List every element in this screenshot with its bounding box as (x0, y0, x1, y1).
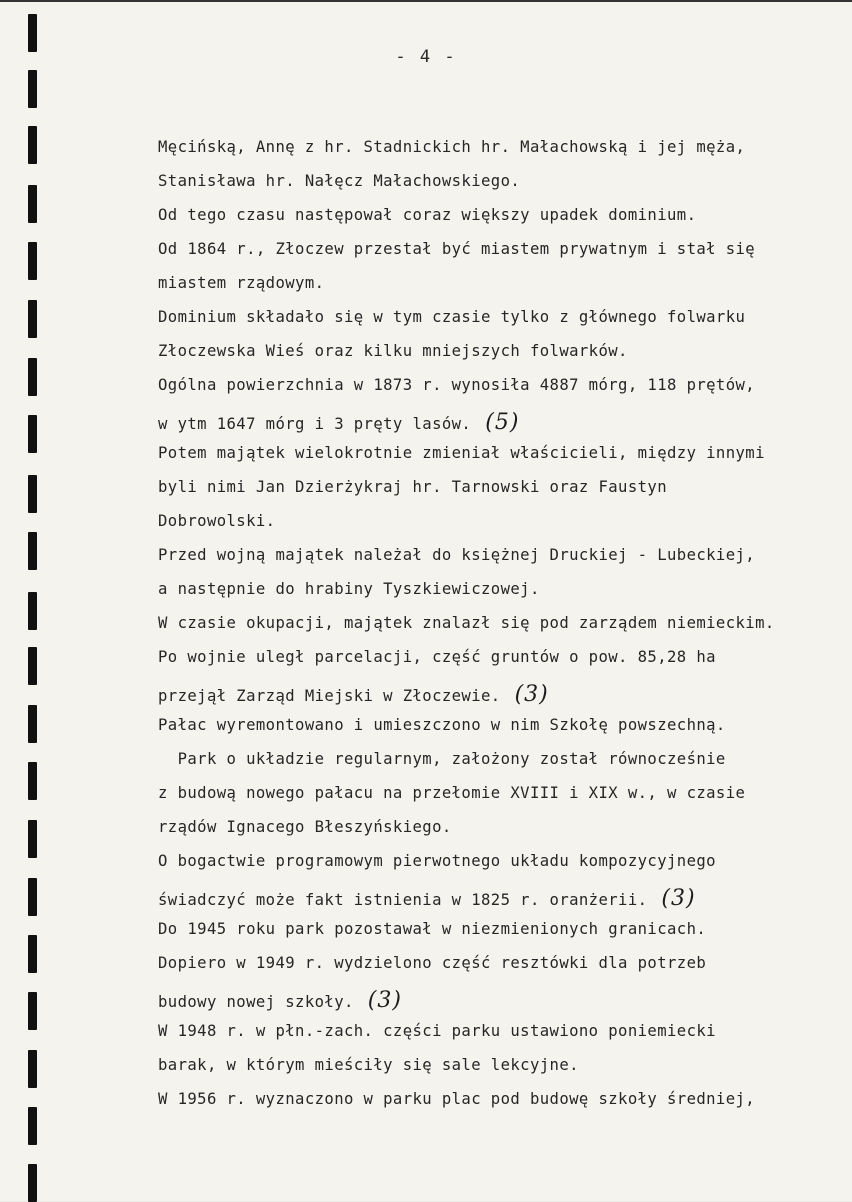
text-line-content: Od 1864 r., Złoczew przestał być miastem prywatnym i stał się (158, 240, 756, 258)
punch-hole-mark (28, 820, 37, 858)
text-line (158, 818, 452, 836)
punch-hole-mark (28, 1107, 37, 1145)
text-line (158, 614, 775, 632)
text-line-content: z budową nowego pałacu na przełomie XVIII i XIX w., w czasie (158, 784, 746, 802)
punch-hole-mark (28, 1164, 37, 1202)
punch-hole-mark (28, 126, 37, 164)
text-line-content: Ogólna powierzchnia w 1873 r. wynosiła 4887 mórg, 118 prętów, (158, 376, 756, 394)
text-line-content: Dominium składało się w tym czasie tylko z głównego folwarku (158, 308, 746, 326)
text-line-content: W 1956 r. wyznaczono w parku plac pod budowę szkoły średniej, (158, 1090, 756, 1108)
text-line-content: Po wojnie uległ parcelacji, część gruntów o pow. 85,28 ha (158, 648, 716, 666)
text-line (158, 988, 402, 1013)
punch-hole-mark (28, 592, 37, 630)
text-line (158, 580, 540, 598)
text-line (158, 1056, 579, 1074)
text-line-content: budowy nowej szkoły. (158, 993, 354, 1011)
text-line (158, 478, 667, 496)
text-line (158, 682, 549, 707)
text-line (158, 376, 755, 394)
text-line (158, 1022, 716, 1040)
text-line-content: Dopiero w 1949 r. wydzielono część resztówki dla potrzeb (158, 954, 707, 972)
text-line (158, 648, 716, 666)
text-line (158, 308, 745, 326)
text-line (158, 716, 726, 734)
text-line-content: rządów Ignacego Błeszyńskiego. (158, 818, 452, 836)
punch-hole-mark (28, 705, 37, 743)
text-line (158, 920, 706, 938)
handwritten-reference-note: (3) (367, 988, 402, 1013)
text-line-content: w ytm 1647 mórg i 3 pręty lasów. (158, 415, 472, 433)
text-line-content: W 1948 r. w płn.-zach. części parku ustawiono poniemiecki (158, 1022, 716, 1040)
text-line (158, 444, 765, 462)
text-line (158, 410, 519, 435)
text-line-content: Dobrowolski. (158, 512, 276, 530)
text-line (158, 274, 324, 292)
punch-hole-mark (28, 647, 37, 685)
punch-hole-mark (28, 475, 37, 513)
text-line (158, 546, 755, 564)
text-line-content: przejął Zarząd Miejski w Złoczewie. (158, 687, 501, 705)
page-number: - 4 - (395, 47, 457, 67)
text-line (158, 954, 706, 972)
text-line (158, 240, 755, 258)
text-line (158, 512, 275, 530)
text-line (158, 172, 520, 190)
text-line-content: a następnie do hrabiny Tyszkiewiczowej. (158, 580, 540, 598)
punch-hole-mark (28, 935, 37, 973)
handwritten-reference-note: (3) (514, 682, 549, 707)
punch-hole-mark (28, 415, 37, 453)
text-line-content: Do 1945 roku park pozostawał w niezmienionych granicach. (158, 920, 707, 938)
text-line-content: Stanisława hr. Nałęcz Małachowskiego. (158, 172, 521, 190)
handwritten-reference-note: (3) (661, 886, 696, 911)
text-line-content: Park o układzie regularnym, założony został równocześnie (158, 750, 726, 768)
text-line-content: Pałac wyremontowano i umieszczono w nim Szkołę powszechną. (158, 716, 726, 734)
text-line-content: Męcińską, Annę z hr. Stadnickich hr. Małachowską i jej męża, (158, 138, 746, 156)
text-line (158, 206, 696, 224)
text-line-content: Od tego czasu następował coraz większy upadek dominium. (158, 206, 697, 224)
text-line-content: byli nimi Jan Dzierżykraj hr. Tarnowski oraz Faustyn (158, 478, 667, 496)
punch-hole-mark (28, 532, 37, 570)
handwritten-reference-note: (5) (485, 410, 520, 435)
punch-hole-mark (28, 1050, 37, 1088)
text-line-content: świadczyć może fakt istnienia w 1825 r. oranżerii. (158, 891, 648, 909)
punch-hole-mark (28, 300, 37, 338)
text-line-content: Złoczewska Wieś oraz kilku mniejszych folwarków. (158, 342, 628, 360)
text-line (158, 886, 696, 911)
text-line-content: barak, w którym mieściły się sale lekcyjne. (158, 1056, 579, 1074)
text-line (158, 852, 716, 870)
punch-hole-mark (28, 185, 37, 223)
punch-hole-mark (28, 878, 37, 916)
text-line-content: Przed wojną majątek należał do księżnej Druckiej - Lubeckiej, (158, 546, 756, 564)
punch-hole-mark (28, 992, 37, 1030)
text-line-content: W czasie okupacji, majątek znalazł się pod zarządem niemieckim. (158, 614, 775, 632)
text-line (158, 1090, 755, 1108)
punch-hole-mark (28, 358, 37, 396)
punch-hole-mark (28, 70, 37, 108)
text-line (158, 750, 726, 768)
text-line (158, 342, 628, 360)
text-line-content: Potem majątek wielokrotnie zmieniał właścicieli, między innymi (158, 444, 765, 462)
punch-hole-mark (28, 762, 37, 800)
text-line-content: O bogactwie programowym pierwotnego układu kompozycyjnego (158, 852, 716, 870)
text-line (158, 138, 745, 156)
punch-hole-mark (28, 242, 37, 280)
text-line (158, 784, 745, 802)
text-line-content: miastem rządowym. (158, 274, 325, 292)
